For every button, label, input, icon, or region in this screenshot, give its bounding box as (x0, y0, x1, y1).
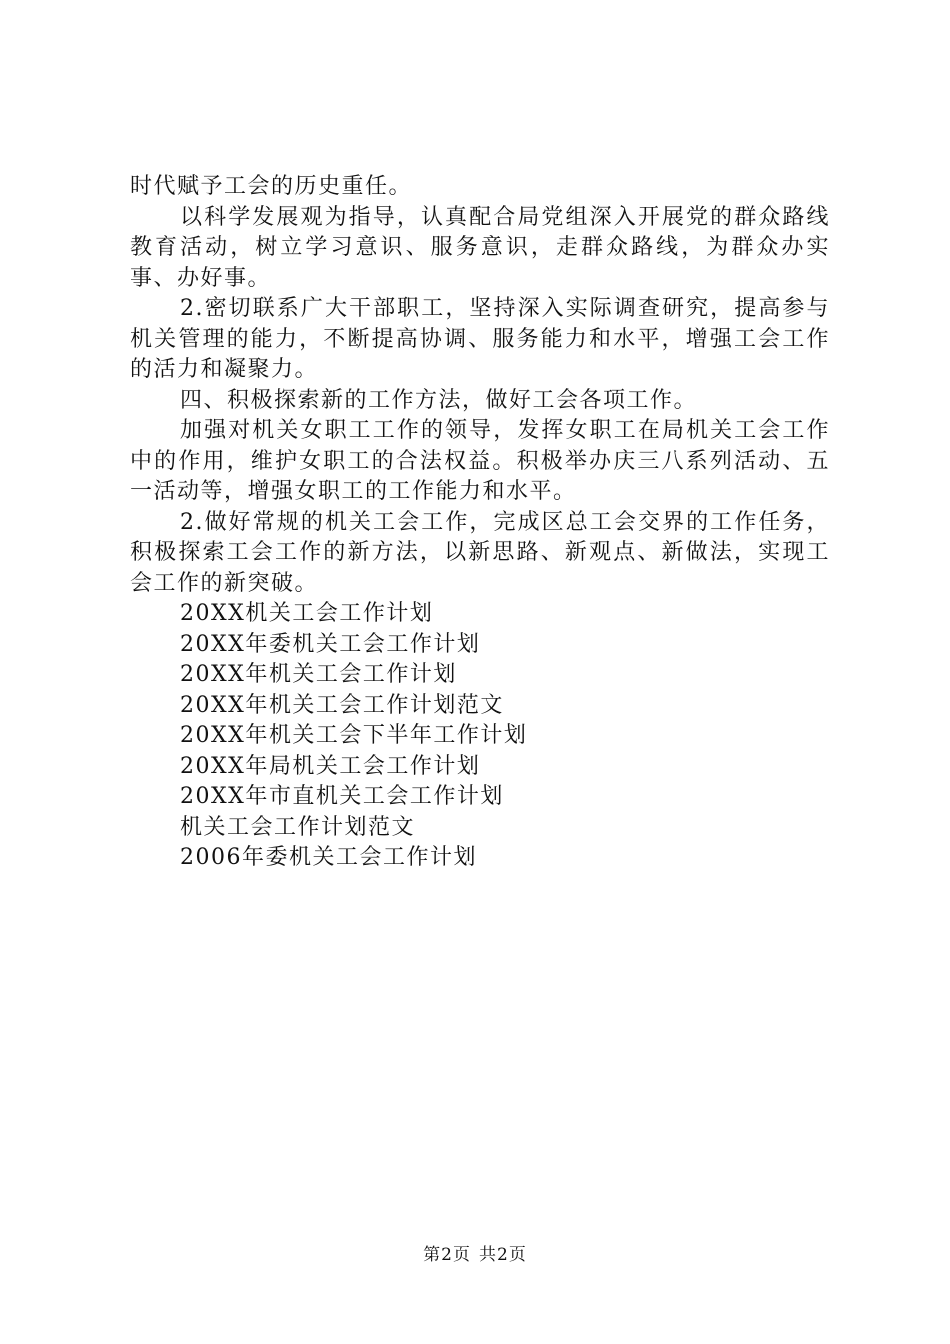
related-link[interactable]: 机关工会工作计划范文 (180, 814, 416, 840)
related-link[interactable]: 20XX年机关工会下半年工作计划 (180, 723, 528, 748)
paragraph-1: 以科学发展观为指导，认真配合局党组深入开展党的群众路线教育活动，树立学习意识、服务意识，走群众路线，为群众办实事、办好事。 (130, 204, 830, 291)
page-number-total: 共2页 (479, 1245, 527, 1265)
paragraph-2: 2.密切联系广大干部职工，坚持深入实际调查研究，提高参与机关管理的能力，不断提高协调、服务能力和水平，增强工会工作的活力和凝聚力。 (130, 296, 830, 382)
paragraph-4: 加强对机关女职工工作的领导，发挥女职工在局机关工会工作中的作用，维护女职工的合法权益。积极举办庆三八系列活动、五一活动等，增强女职工的工作能力和水平。 (130, 418, 830, 504)
related-link[interactable]: 20XX年局机关工会工作计划 (180, 753, 481, 779)
related-link[interactable]: 2006年委机关工会工作计划 (180, 845, 477, 870)
paragraph-5: 2.做好常规的机关工会工作，完成区总工会交界的工作任务，积极探索工会工作的新方法，以新思路、新观点、新做法，实现工会工作的新突破。 (130, 509, 830, 596)
page-number-current: 第2页 (423, 1245, 471, 1265)
related-link[interactable]: 20XX年市直机关工会工作计划 (180, 784, 504, 809)
related-link[interactable]: 20XX年机关工会工作计划范文 (180, 692, 504, 718)
page-footer (0, 1240, 950, 1265)
related-link[interactable]: 20XX年委机关工会工作计划 (180, 631, 481, 657)
related-link[interactable]: 20XX机关工会工作计划 (180, 601, 434, 626)
paragraph-0: 时代赋予工会的历史重任。 (130, 174, 413, 199)
related-links-list (130, 599, 830, 874)
paragraph-3: 四、积极探索新的工作方法，做好工会各项工作。 (180, 387, 698, 413)
related-link[interactable]: 20XX年机关工会工作计划 (180, 662, 457, 687)
document-body (130, 172, 830, 874)
